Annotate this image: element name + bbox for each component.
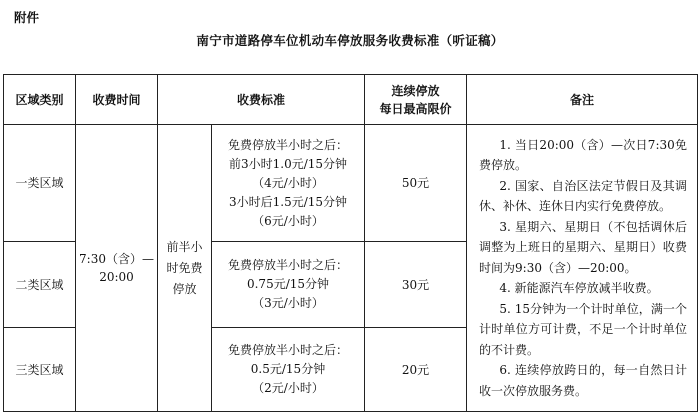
- standard-line: （2元/小时）: [252, 381, 324, 395]
- standard-line: 3小时后1.5元/15分钟: [228, 194, 348, 209]
- daily-max-cell: 20元: [365, 328, 467, 412]
- header-daily-max-line2: 每日最高限价: [379, 101, 452, 116]
- note-item: 6. 连续停放跨日的，每一自然日计收一次停放服务费。: [479, 363, 688, 398]
- header-charge-standard: 收费标准: [158, 75, 365, 125]
- fee-standard-table: [3, 74, 698, 412]
- note-item: 4. 新能源汽车停放减半收费。: [499, 281, 659, 296]
- free-period-line: 前半小: [166, 239, 203, 254]
- charge-time-line1: 7:30（含）—: [79, 252, 154, 266]
- document-title: 南宁市道路停车位机动车停放服务收费标准（听证稿）: [196, 33, 504, 48]
- header-notes: 备注: [467, 75, 698, 125]
- free-period-line: 时免费: [166, 260, 203, 275]
- charge-standard-cell: [212, 328, 365, 412]
- daily-max-cell: 30元: [365, 242, 467, 328]
- standard-line: （4元/小时）: [252, 175, 324, 190]
- standard-line: 0.5元/15分钟: [250, 362, 326, 376]
- standard-line: 前3小时1.0元/15分钟: [228, 156, 348, 171]
- note-item: 1. 当日20:00（含）—次日7:30免费停放。: [479, 137, 688, 173]
- note-item: 2. 国家、自治区法定节假日及其调休、补休、连休日内实行免费停放。: [479, 178, 688, 214]
- standard-line: （6元/小时）: [252, 213, 324, 228]
- free-period-cell: [158, 125, 212, 412]
- charge-standard-cell: [212, 242, 365, 328]
- table-row-zone-1: [4, 125, 698, 242]
- zone-cell: 二类区域: [4, 242, 76, 328]
- table-header-row: [4, 75, 698, 125]
- header-daily-max: [365, 75, 467, 125]
- header-charge-time: 收费时间: [76, 75, 158, 125]
- zone-cell: 一类区域: [4, 125, 76, 242]
- header-daily-max-line1: 连续停放: [391, 83, 440, 98]
- standard-line: 免费停放半小时之后：: [228, 258, 349, 272]
- standard-line: 免费停放半小时之后：: [228, 343, 349, 357]
- charge-time-line2: 20:00: [99, 270, 134, 284]
- daily-max-cell: 50元: [365, 125, 467, 242]
- zone-cell: 三类区域: [4, 328, 76, 412]
- standard-line: （3元/小时）: [252, 296, 324, 310]
- header-zone-category: 区域类别: [4, 75, 76, 125]
- free-period-line: 停放: [172, 281, 197, 296]
- note-item: 3. 星期六、星期日（不包括调休后调整为上班日的星期六、星期日）收费时间为9:30（含）—20:00。: [479, 219, 688, 275]
- standard-line: 免费停放半小时之后：: [228, 137, 349, 152]
- attachment-label: 附件: [14, 10, 40, 25]
- note-item: 5. 15分钟为一个计时单位，满一个计时单位方可计费，不足一个计时单位的不计费。: [479, 301, 688, 357]
- standard-line: 0.75元/15分钟: [246, 277, 330, 291]
- charge-standard-cell: [212, 125, 365, 242]
- charge-time-cell: [76, 125, 158, 412]
- notes-cell: [467, 125, 698, 412]
